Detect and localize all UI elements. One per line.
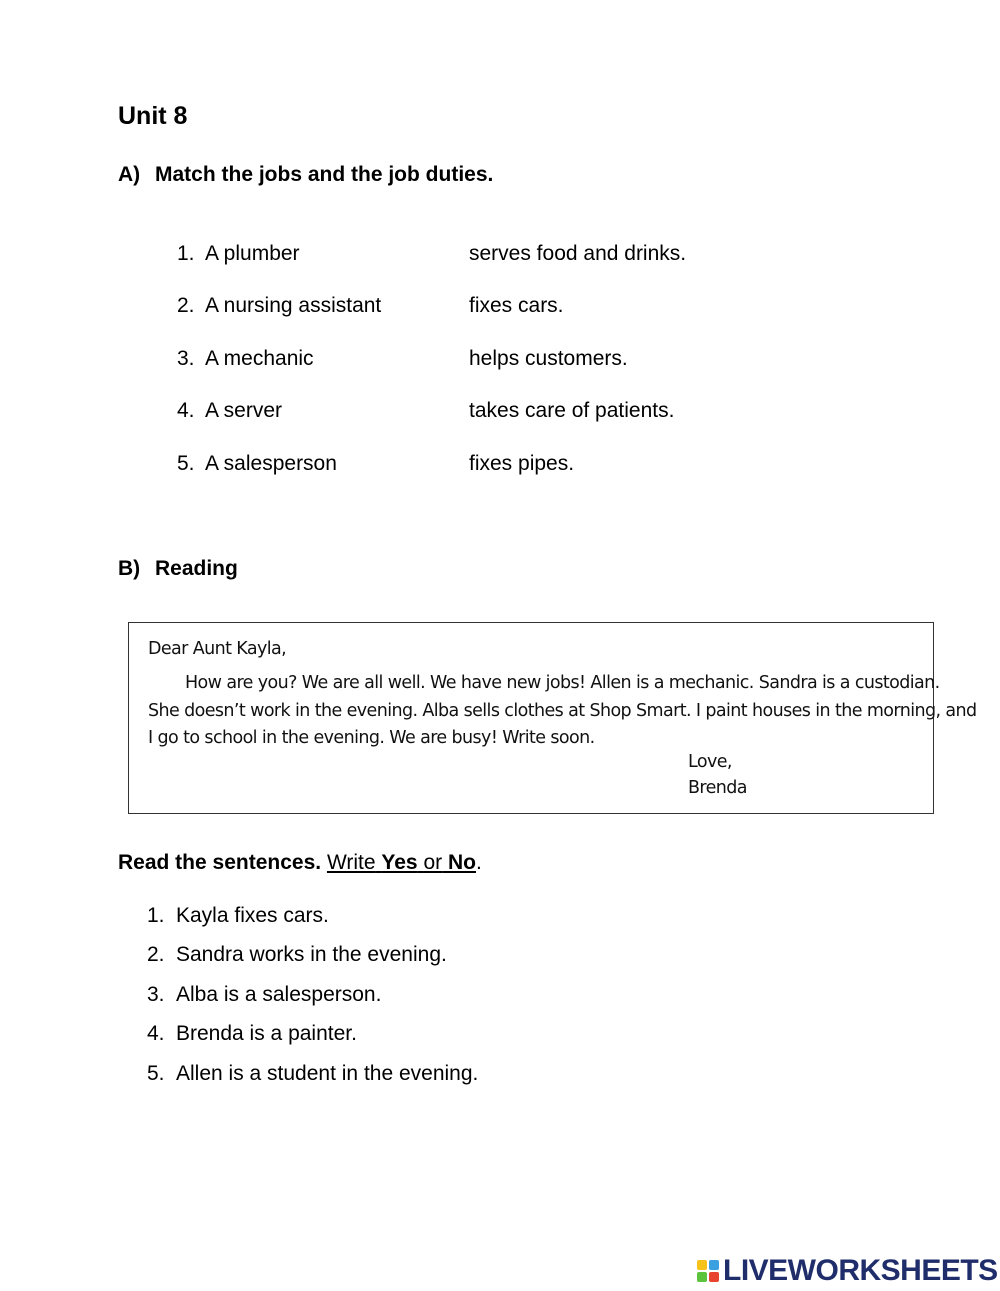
sentence-text: Brenda is a painter. [176,1022,357,1045]
sentence-item [147,904,329,928]
match-number: 2. [177,294,195,317]
job-item[interactable]: A mechanic [205,347,314,370]
section-b-title: Reading [155,557,238,580]
sentence-item [147,943,447,967]
duty-item[interactable]: takes care of patients. [469,399,675,422]
instruction-yes: Yes [381,851,418,874]
logo-block-icon [709,1272,719,1282]
instruction [118,851,482,875]
duty-item[interactable]: serves food and drinks. [469,242,687,265]
unit-title: Unit 8 [118,102,188,130]
duty-item[interactable]: fixes pipes. [469,452,575,475]
sentence-number: 3. [147,983,165,1006]
match-number: 1. [177,242,195,265]
job-item[interactable]: A plumber [205,242,300,265]
liveworksheets-logo-icon [697,1260,719,1282]
instruction-write: Write [326,851,376,874]
instruction-or: or [423,851,443,874]
sentence-item [147,1022,357,1046]
sentence-text: Kayla fixes cars. [176,904,329,927]
sentence-item [147,1062,478,1086]
section-a-label: A) [118,163,141,186]
letter-line: How are you? We are all well. We have new jobs! Allen is a mechanic. Sandra is a custodian. [185,673,940,693]
section-a-title: Match the jobs and the job duties. [155,163,494,186]
letter-greeting: Dear Aunt Kayla, [148,639,287,659]
sentence-number: 4. [147,1022,165,1045]
reading-letter-box [128,622,977,814]
job-item[interactable]: A salesperson [205,452,337,475]
letter-signature: Brenda [688,778,747,798]
liveworksheets-logo [697,1256,998,1286]
job-item[interactable]: A nursing assistant [205,294,382,317]
sentence-item [147,983,381,1007]
sentence-number: 1. [147,904,165,927]
logo-text: LIVEWORKSHEETS [723,1254,998,1287]
section-a-heading [118,163,493,187]
logo-block-icon [709,1260,719,1270]
logo-block-icon [697,1260,707,1270]
section-b-label: B) [118,557,141,580]
letter-line: She doesn’t work in the evening. Alba sells clothes at Shop Smart. I paint houses in the morning, and [148,701,977,721]
section-b-heading [118,557,238,581]
instruction-bold: Read the sentences. [118,851,322,874]
instruction-underlined [327,851,476,874]
logo-block-icon [697,1272,707,1282]
match-number: 4. [177,399,195,422]
duty-item[interactable]: helps customers. [469,347,628,370]
match-number: 3. [177,347,195,370]
match-number: 5. [177,452,195,475]
duty-item[interactable]: fixes cars. [469,294,564,317]
instruction-period: . [476,851,482,874]
letter-line: I go to school in the evening. We are busy! Write soon. [148,728,595,748]
sentence-text: Allen is a student in the evening. [176,1062,479,1085]
instruction-no: No [448,851,476,874]
sentence-number: 2. [147,943,165,966]
letter-closing: Love, [688,752,732,772]
job-item[interactable]: A server [205,399,283,422]
sentence-text: Alba is a salesperson. [176,983,382,1006]
sentence-number: 5. [147,1062,165,1085]
sentence-text: Sandra works in the evening. [176,943,447,966]
